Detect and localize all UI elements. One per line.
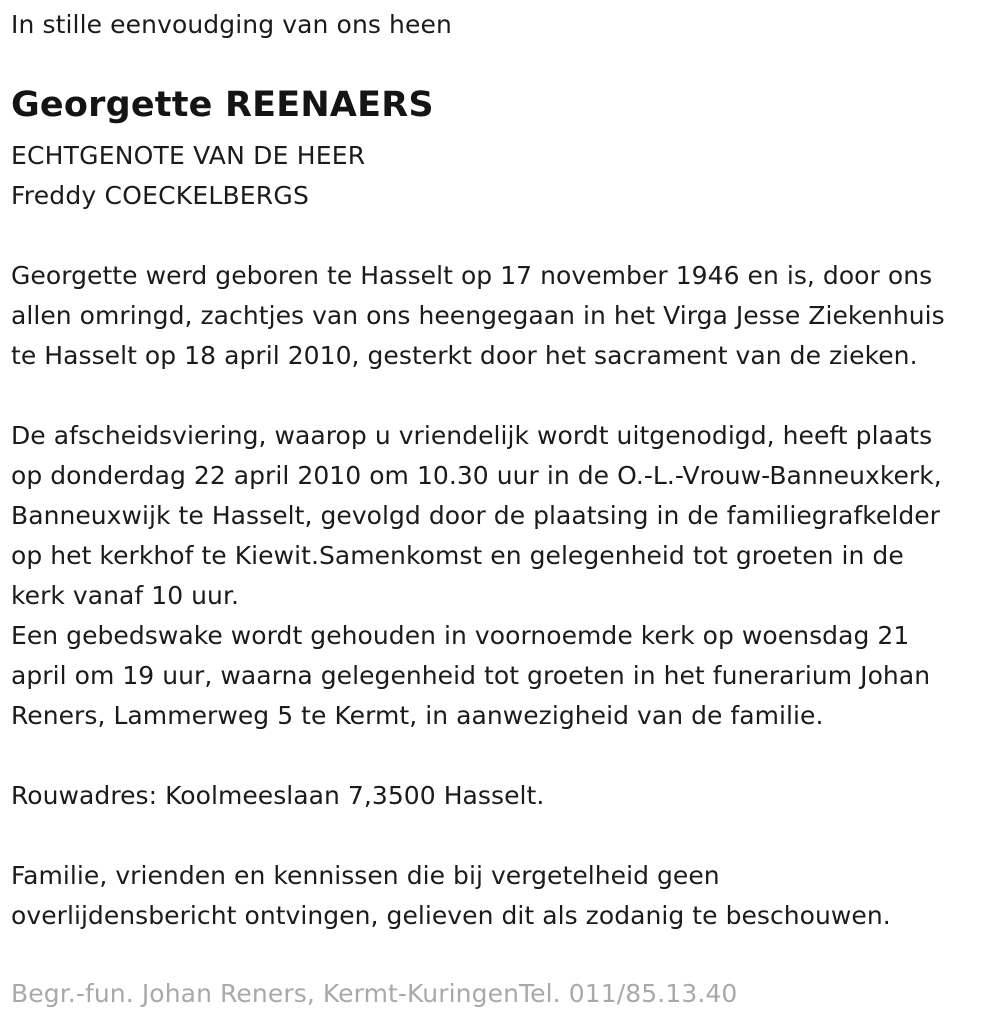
text-line: april om 19 uur, waarna gelegenheid tot groeten in het funerarium Johan [11,661,931,690]
notice-paragraph [11,856,945,936]
paragraph-gap [11,816,945,856]
text-line: Familie, vrienden en kennissen die bij vergetelheid geen [11,861,720,890]
relation-title: ECHTGENOTE VAN DE HEER [11,141,366,170]
text-line: kerk vanaf 10 uur. [11,581,239,610]
deceased-name: Georgette REENAERS [11,85,434,125]
funeral-home-footer: Begr.-fun. Johan Reners, Kermt-KuringenTel. 011/85.13.40 [11,979,738,1008]
address-paragraph [11,776,945,816]
birth-paragraph [11,256,945,376]
paragraph-gap [11,376,945,416]
text-line: overlijdensbericht ontvingen, gelieven dit als zodanig te beschouwen. [11,901,891,930]
text-line: te Hasselt op 18 april 2010, gesterkt door het sacrament van de zieken. [11,341,918,370]
text-line: op donderdag 22 april 2010 om 10.30 uur in de O.-L.-Vrouw-Banneuxkerk, [11,461,942,490]
text-line: Reners, Lammerweg 5 te Kermt, in aanwezigheid van de familie. [11,701,824,730]
obituary-body [11,256,945,936]
text-line: De afscheidsviering, waarop u vriendelijk wordt uitgenodigd, heeft plaats [11,421,933,450]
intro-line: In stille eenvoudging van ons heen [11,10,452,39]
relation-block [11,136,365,216]
ceremony-paragraph [11,416,945,736]
text-line: Een gebedswake wordt gehouden in voornoemde kerk op woensdag 21 [11,621,910,650]
text-line: allen omringd, zachtjes van ons heengegaan in het Virga Jesse Ziekenhuis [11,301,945,330]
mourning-address: Rouwadres: Koolmeeslaan 7,3500 Hasselt. [11,781,545,810]
text-line: Banneuxwijk te Hasselt, gevolgd door de plaatsing in de familiegrafkelder [11,501,940,530]
text-line: Georgette werd geboren te Hasselt op 17 november 1946 en is, door ons [11,261,933,290]
paragraph-gap [11,736,945,776]
text-line: op het kerkhof te Kiewit.Samenkomst en gelegenheid tot groeten in de [11,541,904,570]
spouse-name: Freddy COECKELBERGS [11,181,310,210]
